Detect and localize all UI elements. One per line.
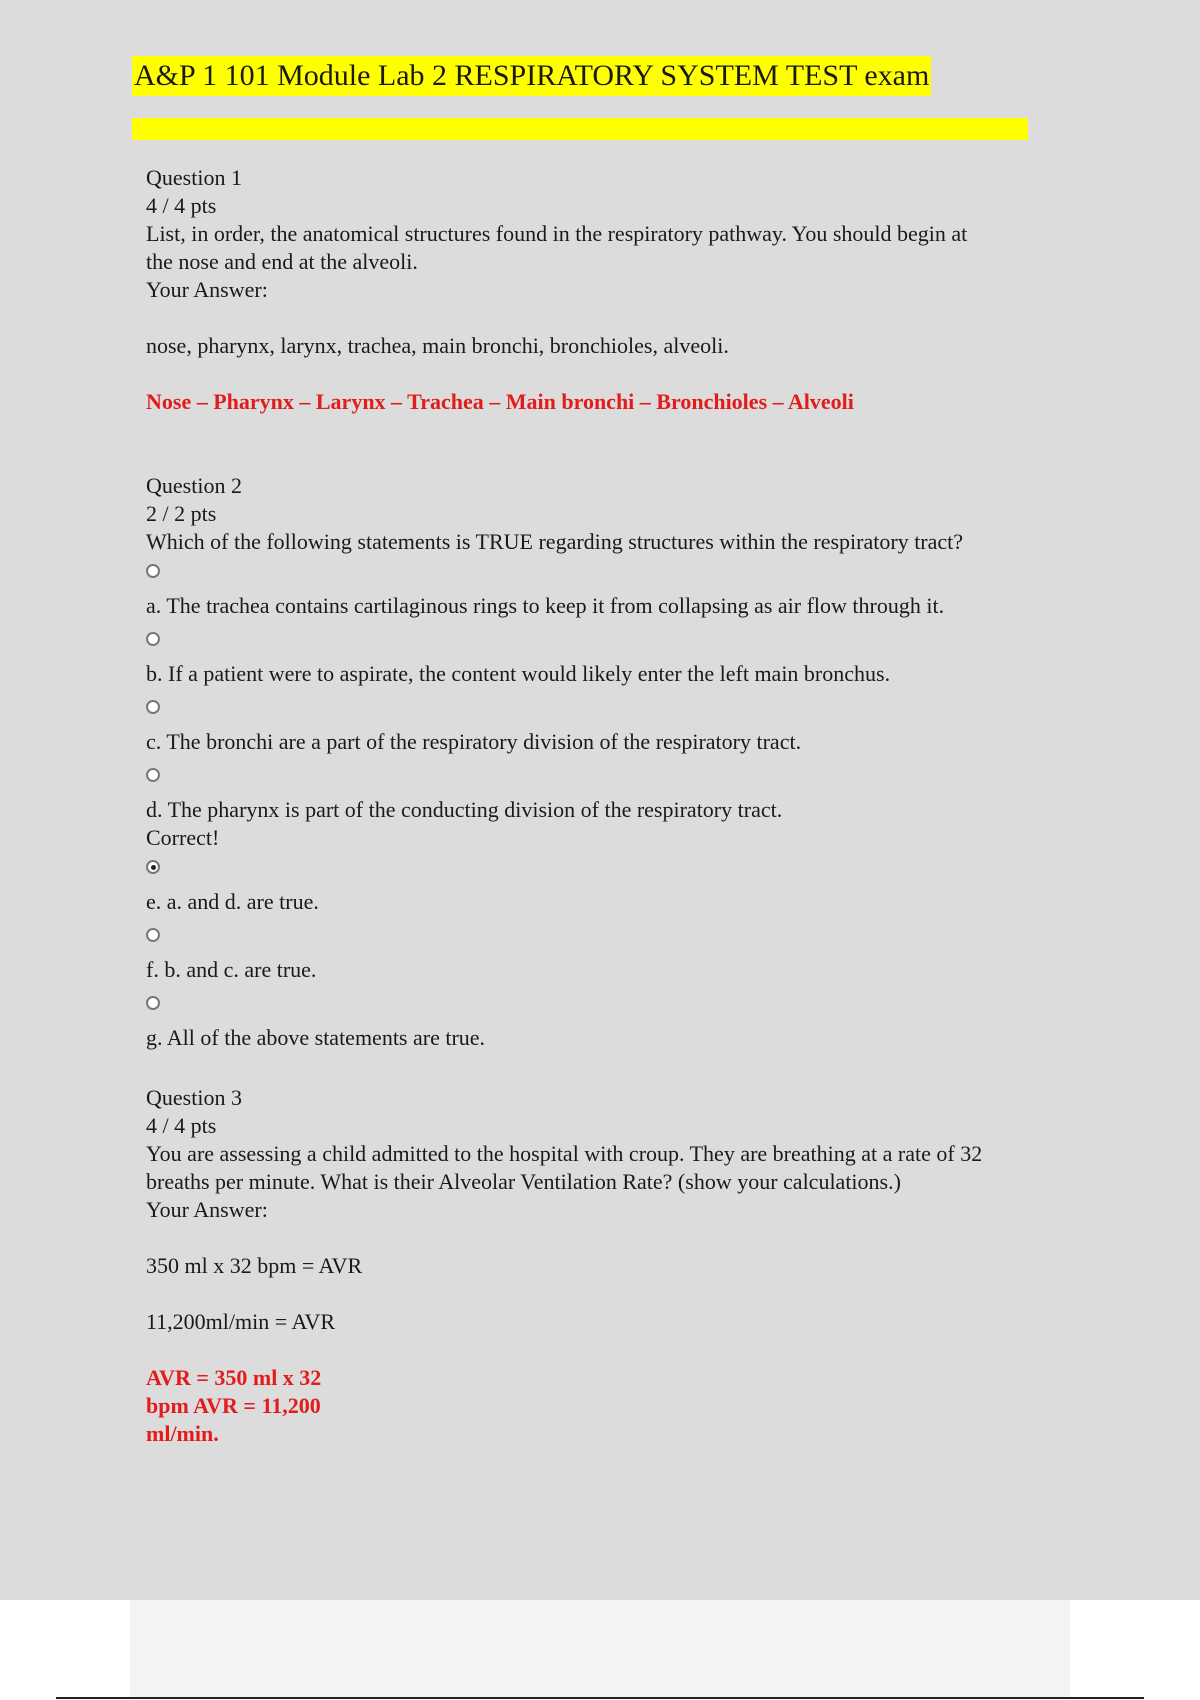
option-d-text: d. The pharynx is part of the conducting division of the respiratory tract. <box>146 797 783 822</box>
option-e-radio-row[interactable] <box>146 852 1086 888</box>
question-3-prompt-cont: breaths per minute. What is their Alveolar Ventilation Rate? (show your calculations.) <box>146 1169 901 1194</box>
option-e-radio[interactable] <box>146 860 160 874</box>
question-2-points: 2 / 2 pts <box>146 501 217 526</box>
option-c-text: c. The bronchi are a part of the respiratory division of the respiratory tract. <box>146 729 802 754</box>
question-3-feedback-line-3: ml/min. <box>146 1421 219 1446</box>
option-b-radio-row[interactable] <box>146 624 1086 660</box>
question-1-points: 4 / 4 pts <box>146 193 217 218</box>
question-1-answer: nose, pharynx, larynx, trachea, main bronchi, bronchioles, alveoli. <box>146 333 729 358</box>
question-2-prompt: Which of the following statements is TRUE regarding structures within the respiratory tract? <box>146 529 964 554</box>
question-1-your-answer-label: Your Answer: <box>146 277 268 302</box>
option-f-radio[interactable] <box>146 928 160 942</box>
question-3-heading: Question 3 <box>146 1085 242 1110</box>
question-1-heading: Question 1 <box>146 165 242 190</box>
option-c-radio-row[interactable] <box>146 692 1086 728</box>
option-g-radio[interactable] <box>146 996 160 1010</box>
question-3-answer-line-2: 11,200ml/min = AVR <box>146 1309 336 1334</box>
option-b-radio[interactable] <box>146 632 160 646</box>
option-g-radio-row[interactable] <box>146 988 1086 1024</box>
option-b-text: b. If a patient were to aspirate, the content would likely enter the left main bronchus. <box>146 661 891 686</box>
question-3-prompt: You are assessing a child admitted to the hospital with croup. They are breathing at a rate of 32 <box>146 1141 983 1166</box>
question-3-feedback-line-2: bpm AVR = 11,200 <box>146 1393 321 1418</box>
footer-rule <box>56 1697 1144 1699</box>
question-3-your-answer-label: Your Answer: <box>146 1197 268 1222</box>
highlight-bar <box>132 118 1028 140</box>
option-c-radio[interactable] <box>146 700 160 714</box>
option-d-radio-row[interactable] <box>146 760 1086 796</box>
question-1-prompt: List, in order, the anatomical structures found in the respiratory pathway. You should begin at <box>146 221 968 246</box>
correct-label: Correct! <box>146 825 220 850</box>
option-e-text: e. a. and d. are true. <box>146 889 319 914</box>
question-3-points: 4 / 4 pts <box>146 1113 217 1138</box>
option-f-text: f. b. and c. are true. <box>146 957 317 982</box>
question-3-answer-line-1: 350 ml x 32 bpm = AVR <box>146 1253 363 1278</box>
question-3-feedback-line-1: AVR = 350 ml x 32 <box>146 1365 322 1390</box>
question-1-prompt-cont: the nose and end at the alveoli. <box>146 249 418 274</box>
option-a-text: a. The trachea contains cartilaginous rings to keep it from collapsing as air flow through it. <box>146 593 945 618</box>
quiz-content <box>146 164 1086 1448</box>
option-a-radio[interactable] <box>146 564 160 578</box>
option-a-radio-row[interactable] <box>146 556 1086 592</box>
option-f-radio-row[interactable] <box>146 920 1086 956</box>
lower-page-strip <box>130 1600 1070 1697</box>
option-g-text: g. All of the above statements are true. <box>146 1025 486 1050</box>
question-2-heading: Question 2 <box>146 473 242 498</box>
document-title: A&P 1 101 Module Lab 2 RESPIRATORY SYSTEM TEST exam <box>132 56 931 96</box>
question-1-feedback: Nose – Pharynx – Larynx – Trachea – Main bronchi – Bronchioles – Alveoli <box>146 389 854 414</box>
option-d-radio[interactable] <box>146 768 160 782</box>
